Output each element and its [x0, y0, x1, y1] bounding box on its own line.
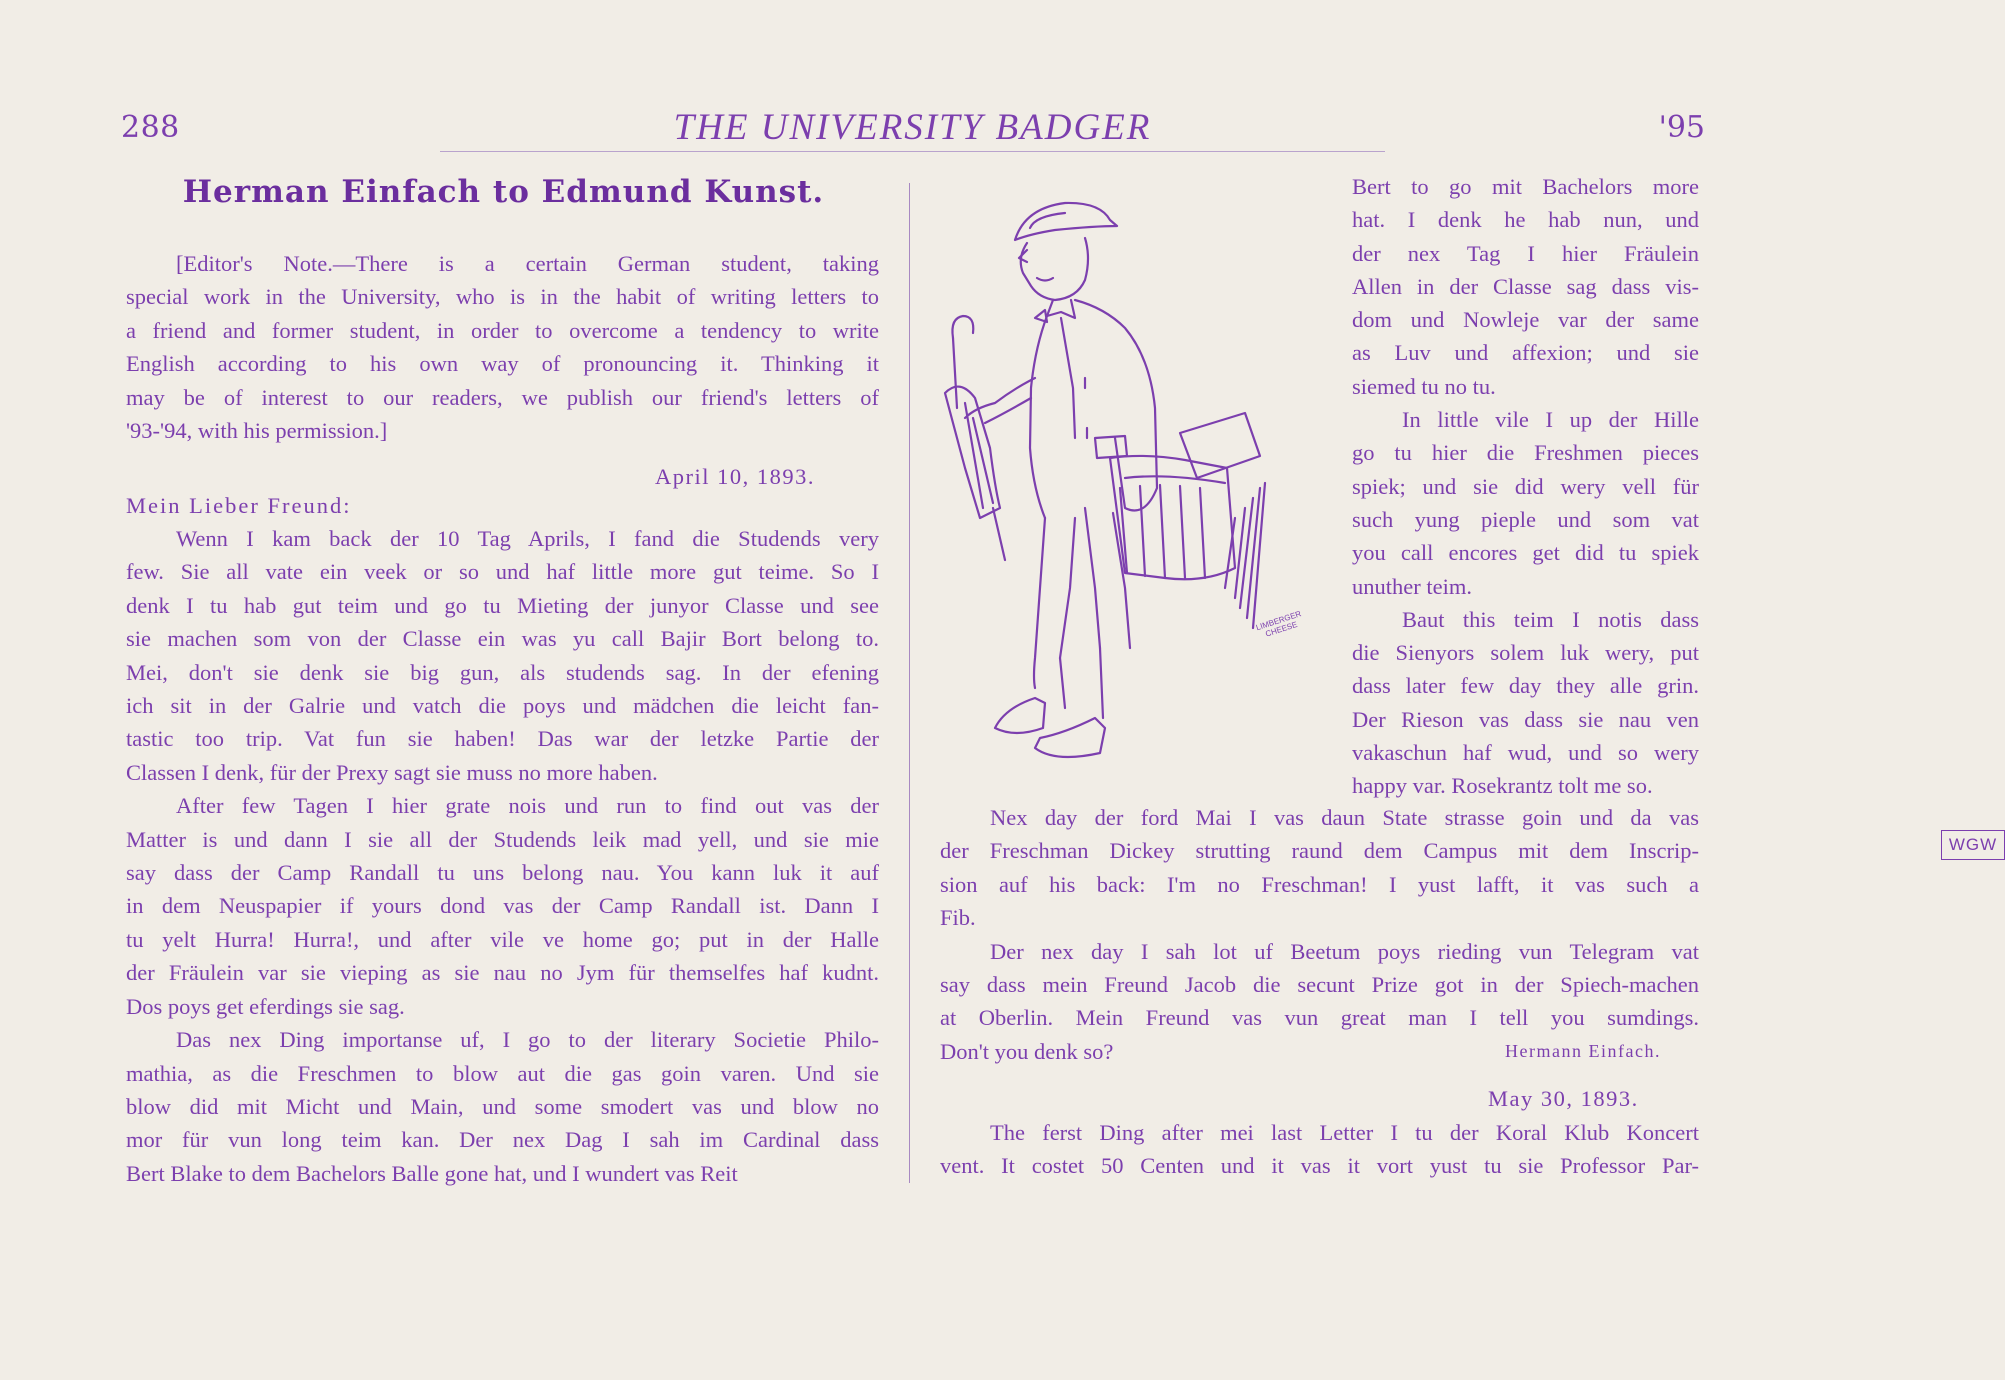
text-line: sie machen som von der Classe ein was yu call Bajir Bort belong to. [126, 626, 879, 652]
text-line: go tu hier die Freshmen pieces [1352, 440, 1699, 466]
text-line: Mei, don't sie denk sie big gun, als studends sag. In der efening [126, 659, 879, 685]
dateline-april: April 10, 1893. [655, 464, 815, 489]
text-line: sion auf his back: I'm no Freschman! I yust lafft, it vas such a [940, 871, 1699, 897]
text-line: The ferst Ding after mei last Letter I tu der Koral Klub Koncert [990, 1120, 1699, 1145]
text-line: die Sienyors solem luk wery, put [1352, 640, 1699, 666]
text-line: English according to his own way of pronouncing it. Thinking it [126, 351, 879, 377]
column-divider [909, 183, 910, 1183]
signature: Hermann Einfach. [1505, 1040, 1661, 1061]
letter-right-top [1352, 170, 1699, 803]
text-line: hat. I denk he hab nun, und [1352, 207, 1699, 233]
text-line: say dass mein Freund Jacob die secunt Prize got in der Spiech-machen [940, 972, 1699, 998]
text-line: Wenn I kam back der 10 Tag Aprils, I fand die Studends very [176, 526, 879, 551]
letter-right-final [940, 1116, 1699, 1183]
text-line: tastic too trip. Vat fun sie haben! Das war der letzke Partie der [126, 726, 879, 752]
running-title: THE UNIVERSITY BADGER [673, 107, 1152, 148]
text-line: Das nex Ding importanse uf, I go to der literary Societie Philo- [176, 1027, 879, 1053]
text-line: say dass der Camp Randall tu uns belong nau. You kann luk it auf [126, 860, 879, 886]
text-line: Der Rieson vas dass sie nau ven [1352, 706, 1699, 732]
text-line: a friend and former student, in order to overcome a tendency to write [126, 317, 879, 343]
text-line: dom und Nowleje var der same [1352, 307, 1699, 333]
man-with-umbrella-drawing [935, 188, 1340, 788]
text-line: mor für vun long teim kan. Der nex Dag I sah im Cardinal dass [126, 1127, 879, 1153]
text-line: blow did mit Micht und Main, und some smodert vas und blow no [126, 1093, 879, 1119]
text-line: mathia, as die Freschmen to blow aut die gas goin varen. Und sie [126, 1060, 879, 1086]
letter-left-column [126, 522, 879, 1190]
text-line: Dos poys get eferdings sie sag. [126, 993, 405, 1019]
text-line: der nex Tag I hier Fräulein [1352, 240, 1699, 266]
text-line: at Oberlin. Mein Freund vas vun great man I tell you sumdings. [940, 1005, 1699, 1031]
text-line: Fib. [940, 905, 976, 931]
text-line: Bert to go mit Bachelors more [1352, 174, 1699, 199]
text-line: Nex day der ford Mai I vas daun State strasse goin und da vas [990, 805, 1699, 830]
closing-row [940, 1035, 1699, 1068]
text-line: Bert Blake to dem Bachelors Balle gone hat, und I wundert vas Reit [126, 1160, 738, 1186]
text-line: denk I tu hab gut teim und go tu Mieting der junyor Classe und see [126, 592, 879, 618]
text-line: Classen I denk, für der Prexy sagt sie muss no more haben. [126, 759, 658, 785]
text-line: Der nex day I sah lot uf Beetum poys rieding vun Telegram vat [990, 938, 1699, 964]
text-line: In little vile I up der Hille [1402, 407, 1699, 433]
closing: Don't you denk so? [940, 1038, 1114, 1064]
text-line: such yung pieple und som vat [1352, 506, 1699, 532]
editor-note [126, 247, 879, 447]
text-line: [Editor's Note.—There is a certain German student, taking [176, 251, 879, 276]
text-line: tu yelt Hurra! Hurra!, und after vile ve home go; put in der Halle [126, 926, 879, 952]
text-line: vent. It costet 50 Centen und it vas it vort yust tu sie Professor Par- [940, 1153, 1699, 1179]
letter-right-bottom [940, 801, 1699, 1068]
text-line: in dem Neuspapier if yours dond vas der Camp Randall ist. Dann I [126, 893, 879, 919]
text-line: ich sit in der Galrie und vatch die poys und mädchen die leicht fan- [126, 693, 879, 719]
salutation: Mein Lieber Freund: [126, 493, 352, 518]
volume-year: '95 [1658, 110, 1705, 145]
text-line: may be of interest to our readers, we publish our friend's letters of [126, 384, 879, 410]
page-number: 288 [121, 110, 180, 145]
text-line: der Fräulein var sie vieping as sie nau no Jym für themselfes haf kudnt. [126, 960, 879, 986]
text-line: After few Tagen I hier grate nois und run to find out vas der [176, 793, 879, 819]
text-line: spiek; und sie did wery vell für [1352, 473, 1699, 499]
text-line: der Freschman Dickey strutting raund dem Campus mit dem Inscrip- [940, 838, 1699, 864]
text-line: Allen in der Classe sag dass vis- [1352, 273, 1699, 299]
text-line: Matter is und dann I sie all der Studends leik mad yell, und sie mie [126, 826, 879, 852]
dateline-may: May 30, 1893. [1488, 1086, 1639, 1111]
cheese-box-label: LIMBERGER CHEESE [1254, 609, 1303, 639]
text-line: few. Sie all vate ein veek or so und haf little more gut teime. So I [126, 559, 879, 585]
text-line: dass later few day they alle grin. [1352, 673, 1699, 699]
text-line: vakaschun haf wud, und so wery [1352, 740, 1699, 766]
text-line: '93-'94, with his permission.] [126, 418, 388, 444]
article-title: Herman Einfach to Edmund Kunst. [182, 174, 825, 210]
text-line: happy var. Rosekrantz tolt me so. [1352, 773, 1653, 799]
text-line: as Luv und affexion; und sie [1352, 340, 1699, 366]
text-line: you call encores get did tu spiek [1352, 540, 1699, 566]
artist-initials: WGW [1941, 830, 2005, 860]
text-line: Baut this teim I notis dass [1402, 606, 1699, 632]
text-line: unuther teim. [1352, 573, 1472, 599]
text-line: special work in the University, who is in the habit of writing letters to [126, 284, 879, 310]
header-rule [440, 151, 1385, 152]
text-line: siemed tu no tu. [1352, 373, 1496, 399]
